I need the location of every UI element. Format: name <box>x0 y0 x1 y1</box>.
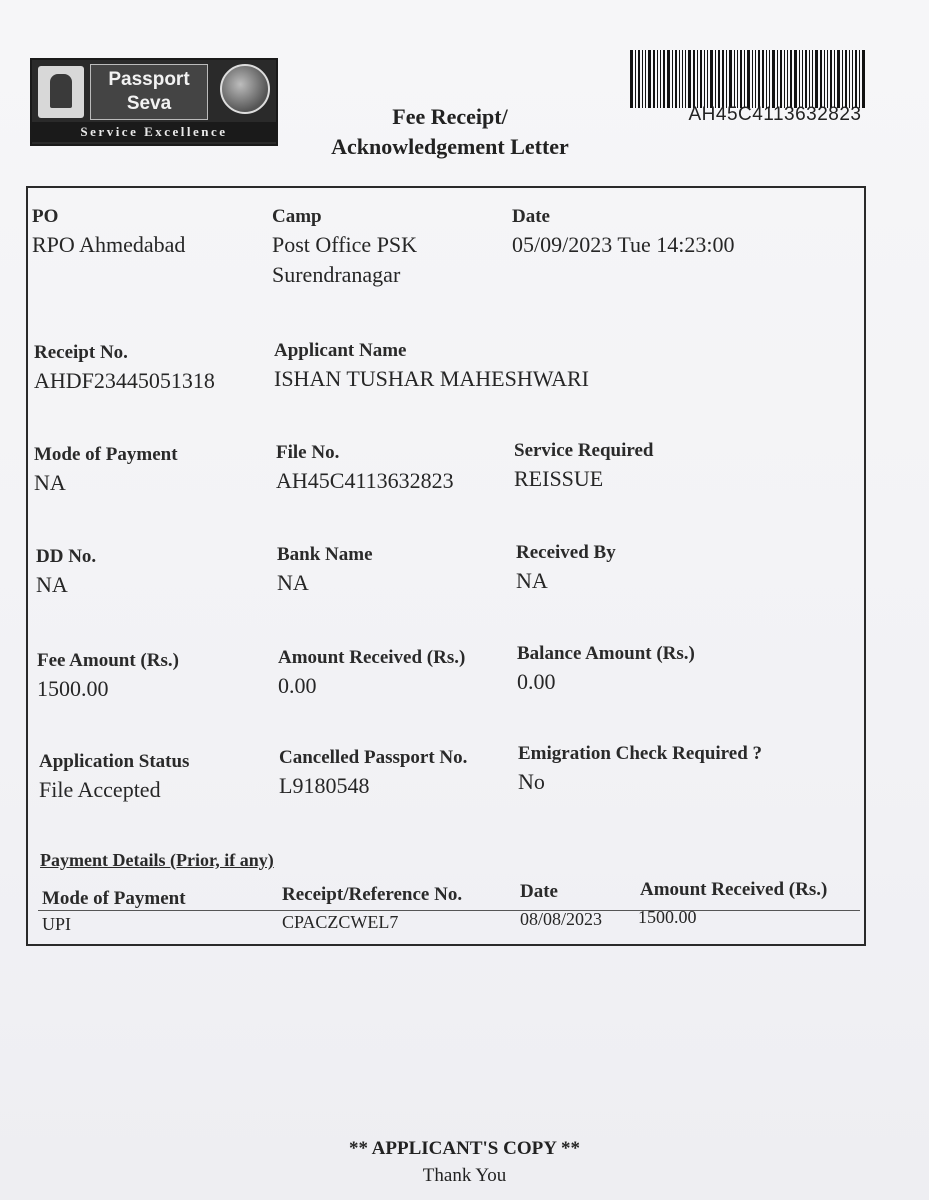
file-no-value: AH45C4113632823 <box>276 468 454 493</box>
barcode-bar <box>722 50 724 108</box>
received-by-value: NA <box>516 568 548 593</box>
emigration-check-value: No <box>518 769 545 794</box>
po-field <box>32 204 185 260</box>
cancelled-passport-field <box>279 745 467 801</box>
barcode-bar <box>679 50 680 108</box>
amount-received-field <box>278 645 465 701</box>
service-required-field <box>514 438 654 494</box>
barcode-bar <box>663 50 665 108</box>
barcode-bar <box>752 50 753 108</box>
barcode-bar <box>700 50 702 108</box>
barcode-bar <box>675 50 677 108</box>
barcode-bar <box>812 50 813 108</box>
applicant-copy-label: ** APPLICANT'S COPY ** <box>348 1138 580 1159</box>
service-required-value: REISSUE <box>514 466 604 491</box>
barcode-bar <box>672 50 673 108</box>
barcode-bar <box>766 50 767 108</box>
barcode-bar <box>827 50 828 108</box>
barcode-bar <box>758 50 760 108</box>
barcode-bar <box>837 50 840 108</box>
passport-seva-logo <box>30 58 278 146</box>
dd-no-value: NA <box>36 572 68 597</box>
barcode-bar <box>820 50 822 108</box>
barcode-bar <box>734 50 735 108</box>
payment-header-reference: Receipt/Reference No. <box>282 884 463 905</box>
barcode-bar <box>718 50 720 108</box>
barcode-bar <box>729 50 732 108</box>
barcode-bar <box>830 50 832 108</box>
cancelled-passport-label: Cancelled Passport No. <box>279 747 468 768</box>
barcode-bar <box>715 50 716 108</box>
barcode-bar <box>762 50 764 108</box>
applicant-name-value: ISHAN TUSHAR MAHESHWARI <box>274 366 589 391</box>
barcode-bar <box>755 50 756 108</box>
barcode-bar <box>688 50 691 108</box>
camp-value-line1: Post Office PSK <box>272 232 418 257</box>
receipt-no-value: AHDF23445051318 <box>34 368 215 393</box>
file-no-field <box>276 440 454 496</box>
barcode-bar <box>648 50 651 108</box>
balance-amount-value: 0.00 <box>517 669 556 694</box>
barcode-bar <box>697 50 698 108</box>
barcode-bar <box>845 50 847 108</box>
barcode-bar <box>802 50 803 108</box>
barcode-bar <box>849 50 850 108</box>
payment-details-title: Payment Details (Prior, if any) <box>40 850 274 870</box>
national-emblem-icon <box>38 66 84 118</box>
application-status-field <box>39 749 189 805</box>
barcode-bar <box>852 50 853 108</box>
receipt-no-field <box>34 340 215 396</box>
barcode-bar <box>855 50 857 108</box>
barcode-bar <box>630 50 633 108</box>
barcode-bar <box>772 50 775 108</box>
mode-of-payment-field <box>34 442 178 498</box>
cancelled-passport-value: L9180548 <box>279 773 370 798</box>
barcode-bar <box>726 50 727 108</box>
logo-brand: Passport Seva <box>90 64 208 120</box>
mode-of-payment-label: Mode of Payment <box>34 444 178 465</box>
barcode-bar <box>747 50 750 108</box>
barcode-bar <box>638 50 640 108</box>
barcode-bar <box>842 50 843 108</box>
balance-amount-label: Balance Amount (Rs.) <box>517 643 695 664</box>
payment-row-date: 08/08/2023 <box>520 909 603 929</box>
payment-header-rule <box>38 910 860 911</box>
barcode-bar <box>653 50 655 108</box>
payment-row-reference: CPACZCWEL7 <box>282 912 399 932</box>
barcode-bar <box>740 50 742 108</box>
camp-value-line2: Surendranagar <box>272 262 401 287</box>
applicant-name-label: Applicant Name <box>274 340 407 361</box>
mode-of-payment-value: NA <box>34 470 66 495</box>
barcode-bar <box>682 50 683 108</box>
barcode-bar <box>744 50 745 108</box>
dd-no-field <box>36 544 96 600</box>
application-status-value: File Accepted <box>39 777 161 802</box>
barcode-bar <box>777 50 778 108</box>
barcode-bar <box>859 50 860 108</box>
barcode-bar <box>704 50 705 108</box>
details-box <box>26 186 866 946</box>
barcode-bar <box>642 50 643 108</box>
payment-header-date: Date <box>520 881 558 902</box>
barcode-bar <box>805 50 807 108</box>
po-label: PO <box>32 206 59 227</box>
barcode-image <box>630 50 916 108</box>
barcode-bar <box>787 50 788 108</box>
bank-name-field <box>277 542 373 598</box>
barcode-number: AH45C4113632823 <box>688 104 862 125</box>
emigration-check-field <box>518 741 762 797</box>
barcode-bar <box>815 50 818 108</box>
date-value: 05/09/2023 Tue 14:23:00 <box>512 232 735 257</box>
received-by-field <box>516 540 616 596</box>
payment-header-mode: Mode of Payment <box>42 888 186 909</box>
dd-no-label: DD No. <box>36 546 97 567</box>
globe-icon <box>220 64 270 114</box>
amount-received-value: 0.00 <box>278 673 317 698</box>
barcode-bar <box>809 50 810 108</box>
payment-row-mode: UPI <box>42 914 72 934</box>
date-field <box>512 204 734 260</box>
camp-label: Camp <box>272 206 322 227</box>
barcode-bar <box>707 50 708 108</box>
received-by-label: Received By <box>516 542 616 563</box>
barcode-bar <box>693 50 695 108</box>
barcode-bar <box>769 50 770 108</box>
bank-name-value: NA <box>277 570 309 595</box>
barcode-bar <box>784 50 785 108</box>
barcode-bar <box>657 50 658 108</box>
amount-received-label: Amount Received (Rs.) <box>278 647 466 668</box>
fee-amount-field <box>37 648 179 704</box>
barcode-bar <box>794 50 797 108</box>
application-status-label: Application Status <box>39 751 190 772</box>
barcode-bar <box>790 50 792 108</box>
payment-row-amount: 1500.00 <box>638 907 697 927</box>
barcode-bar <box>685 50 686 108</box>
date-label: Date <box>512 206 550 227</box>
thank-you-text: Thank You <box>422 1165 507 1186</box>
balance-amount-field <box>517 641 695 697</box>
fee-amount-label: Fee Amount (Rs.) <box>37 650 179 671</box>
barcode-bar <box>667 50 670 108</box>
barcode-bar <box>635 50 636 108</box>
barcode-bar <box>824 50 825 108</box>
po-value: RPO Ahmedabad <box>32 232 186 257</box>
barcode-bar <box>862 50 865 108</box>
barcode-bar <box>737 50 738 108</box>
barcode-bar <box>780 50 782 108</box>
payment-header-amount: Amount Received (Rs.) <box>640 879 828 900</box>
service-required-label: Service Required <box>514 440 654 461</box>
barcode-bar <box>660 50 661 108</box>
emigration-check-label: Emigration Check Required ? <box>518 743 763 764</box>
bank-name-label: Bank Name <box>277 544 373 565</box>
fee-amount-value: 1500.00 <box>37 676 109 701</box>
logo-tagline: Service Excellence <box>32 122 276 142</box>
applicant-name-field <box>274 338 589 394</box>
receipt-no-label: Receipt No. <box>34 342 128 363</box>
barcode-bar <box>645 50 646 108</box>
barcode-bar <box>834 50 835 108</box>
file-no-label: File No. <box>276 442 340 463</box>
barcode-bar <box>799 50 800 108</box>
camp-field <box>272 204 417 290</box>
document-title: Fee Receipt/ Acknowledgement Letter <box>331 104 569 159</box>
barcode-bar <box>710 50 713 108</box>
